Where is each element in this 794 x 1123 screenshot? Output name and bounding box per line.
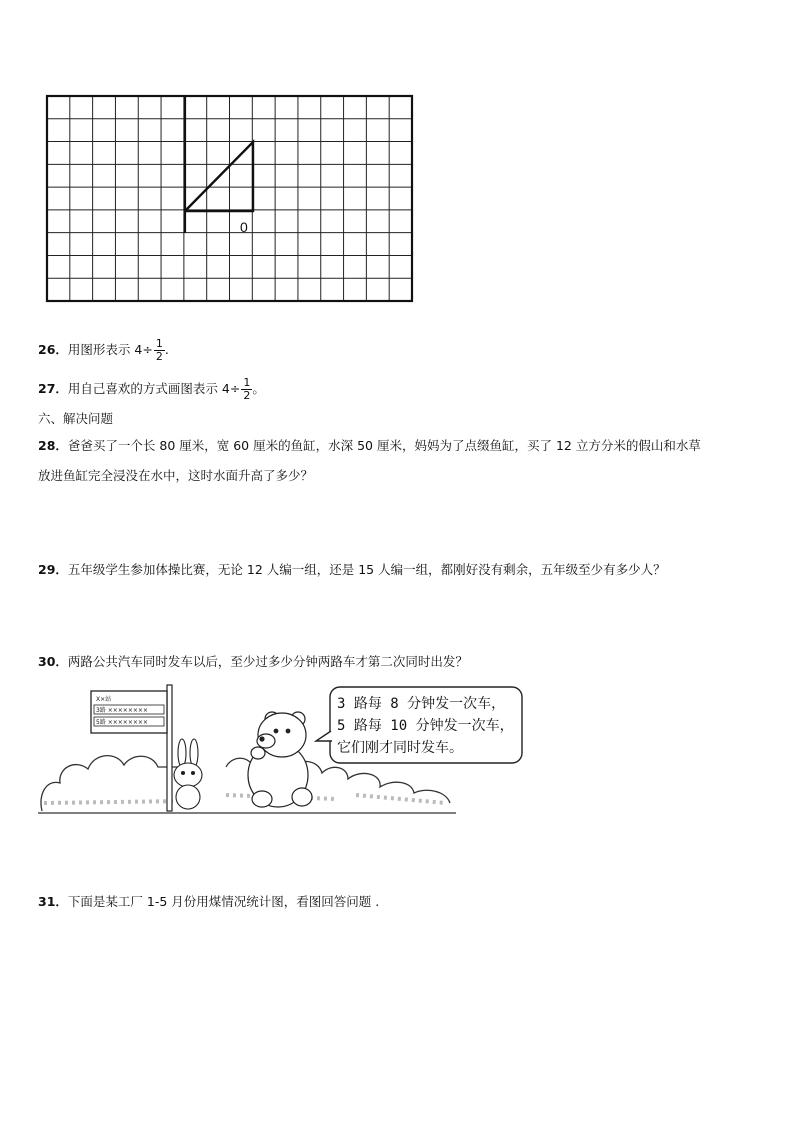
bubble-line-1: 3 路每 8 分钟发一次车，: [337, 696, 506, 712]
question-28: [38, 437, 701, 455]
fraction-denominator: 2: [155, 350, 163, 363]
sign-header: X×站: [96, 696, 112, 703]
question-number: 29．: [38, 562, 68, 577]
question-number: 30．: [38, 654, 68, 669]
question-number: 27．: [38, 381, 68, 396]
bubble-line-2: 5 路每 10 分钟发一次车，: [337, 718, 514, 734]
rabbit-icon: [174, 739, 202, 809]
question-text: 下面是某工厂 1-5 月份用煤情况统计图，看图回答问题 .: [67, 894, 380, 909]
sign-pole: [167, 685, 172, 811]
triangle-shape: [185, 142, 253, 211]
question-number: 28．: [38, 438, 68, 453]
bear-icon: [248, 712, 312, 807]
grid-figure: [44, 93, 416, 305]
question-text: 两路公共汽车同时发车以后，至少过多少分钟两路车才第二次同时出发？: [67, 654, 468, 669]
ground-shading: [44, 795, 446, 803]
grid-lines: [47, 96, 412, 301]
origin-label: 0: [240, 219, 248, 235]
sign-row-2: 5路 ××××××××: [96, 719, 148, 726]
fraction: [241, 377, 252, 402]
sign-row-1: 3路 ××××××××: [96, 707, 148, 714]
question-26: [38, 338, 169, 363]
fraction-denominator: 2: [243, 389, 251, 402]
question-text: 五年级学生参加体操比赛，无论 12 人编一组，还是 15 人编一组，都刚好没有剩余，五年级至少有多少人？: [67, 562, 666, 577]
fraction-numerator: 1: [155, 337, 163, 350]
question-tail: 。: [252, 381, 265, 396]
question-number: 26．: [38, 342, 68, 357]
fraction: [154, 338, 165, 363]
question-31: [38, 893, 379, 911]
question-number: 31．: [38, 894, 68, 909]
question-text: 用图形表示 4÷: [67, 342, 153, 357]
question-28-line2: 放进鱼缸完全浸没在水中，这时水面升高了多少？: [38, 468, 314, 483]
question-29: [38, 561, 666, 579]
question-27: [38, 377, 265, 402]
speech-bubble-tail: [316, 731, 332, 741]
question-tail: .: [164, 342, 169, 357]
question-text: 用自己喜欢的方式画图表示 4÷: [67, 381, 241, 396]
bubble-line-3: 它们刚才同时发车。: [337, 740, 463, 756]
question-text-line1: 爸爸买了一个长 80 厘米，宽 60 厘米的鱼缸，水深 50 厘米，妈妈为了点缀鱼缸，买了 12 立方分米的假山和水草: [67, 438, 701, 453]
question-30: [38, 653, 468, 671]
fraction-numerator: 1: [243, 376, 251, 389]
bus-stop-illustration: [36, 683, 526, 818]
section-heading: 六、解决问题: [38, 411, 114, 426]
